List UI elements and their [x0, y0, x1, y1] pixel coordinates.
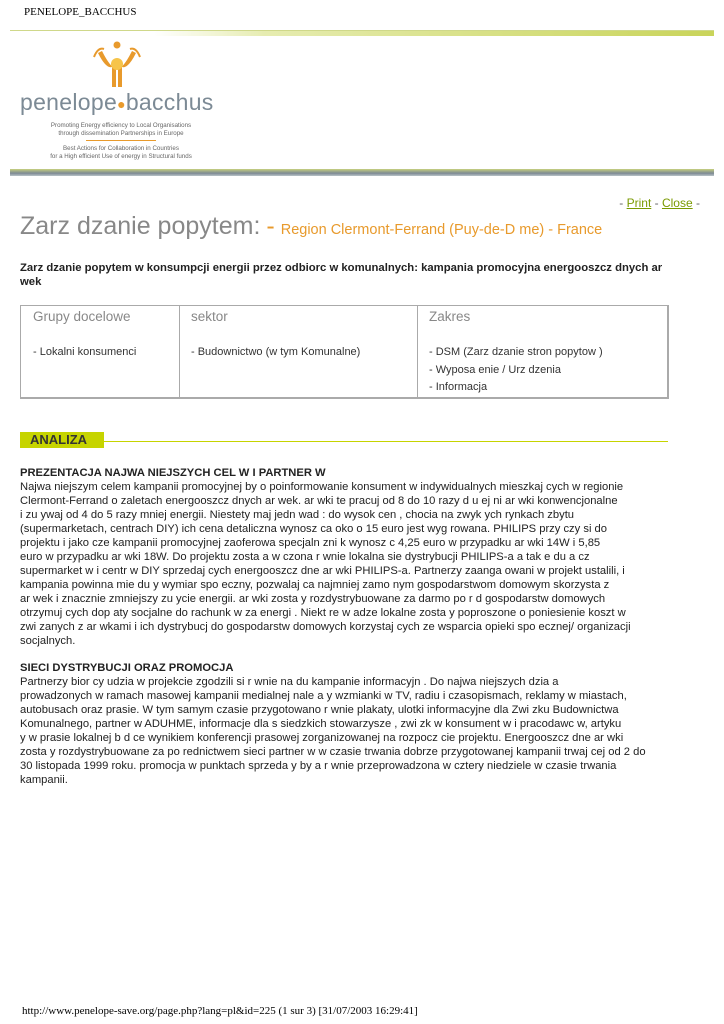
section-partners — [20, 466, 680, 648]
list-item: - Budownictwo (w tym Komunalne) — [191, 346, 361, 358]
paragraph-line: zwi zanych z ar wkami i ich dystrybucj do gospodarstw domowych korzystaj cych ze wsparcia opieki spo ecznej/ organizacji — [20, 621, 631, 633]
print-header-label: PENELOPE_BACCHUS — [24, 6, 137, 18]
paragraph-line: Najwa niejszym celem kampanii promocyjnej by o poinformowanie konsument w indywidualnych mieszkaj cych w regionie — [20, 481, 624, 493]
close-link[interactable]: Close — [661, 196, 693, 210]
paragraph-line: Komunalnego, partner w ADUHME, informacje dla s siedzkich stowarzysze , zwi zk w konsument w i pracodawc w, artyku — [20, 718, 622, 730]
paragraph-line: 30 listopada 1999 roku. promocja w punktach sprzeda y by a r wnie przeprowadzona w cztery niedziele w czasie trwania — [20, 760, 617, 772]
paragraph-line: autobusach oraz prasie. W tym samym czasie przygotowano r wnie plakaty, ulotki informacyjne dla Zwi zku Budownictwa — [20, 704, 619, 716]
column-header: sektor — [191, 309, 228, 324]
title-separator: - — [266, 212, 275, 240]
penelope-bacchus-logo — [16, 39, 236, 161]
banner-top-stripe — [154, 31, 714, 36]
paragraph-line: kampania powinna mie du y wymiar spo eczny, pozwalaj ca najmniej zamo nym gospodarstwom domowym skorzysta z — [20, 579, 610, 591]
lead-description: Zarz dzanie popytem w konsumpcji energii przez odbiorc w komunalnych: kampania promocyjna energooszcz dnych ar wek — [20, 262, 663, 288]
section-label: ANALIZA — [20, 432, 104, 448]
paragraph-line: Partnerzy bior cy udzia w projekcie zgodzili si r wnie na du kampanie informacyjn . Do najwa niejszych dzia a — [20, 676, 559, 688]
page-subtitle: Region Clermont-Ferrand (Puy-de-D me) - France — [280, 222, 603, 238]
paragraph-line: otrzymuj cych dop aty socjalne do rachunk w za energi . Niekt re w adze lokalne zosta y poproszone o poniesienie koszt w — [20, 607, 626, 619]
paragraph-line: projektu i jako cze kampanii promocyjnej zaoferowa specjaln zni k wynosz c 4,25 euro w przypadku ar wki 14W i 5,85 — [20, 537, 601, 549]
paragraph-line: euro w przypadku ar wki 18W. Do projektu zosta a w czona r wnie lokalna sie dystrybucji PHILIPS-a a tak e du a cz — [20, 551, 590, 563]
paragraph-line: (supermarketach, centrach DIY) ich cena detaliczna wynosz ca oko o 15 euro jest wyg rowana. PHILIPS przy czy si do — [20, 523, 607, 535]
column-header: Grupy docelowe — [33, 309, 131, 324]
paragraph-line: prowadzonych w ramach masowej kampanii medialnej nale a y wzmianki w TV, radiu i czasopismach, reklamy w miastach, — [20, 690, 627, 702]
paragraph-line: i zu ywaj od 4 do 5 razy mniej energii. Niestety maj jedn wad : do wysok cen , chocia na zwyk ych rynkach zbytu — [20, 509, 575, 521]
logo-wordmark — [20, 89, 214, 116]
list-item: - Informacja — [429, 381, 488, 393]
classification-table — [20, 305, 669, 399]
logo-separator — [86, 140, 156, 141]
paragraph-line: y w prasie lokalnej b d ce wynikiem konferencji prasowej zorganizowanej na rozpocz cie projektu. Energooszcz dne ar wki — [20, 732, 624, 744]
banner-bottom-bar — [10, 169, 714, 176]
print-link[interactable]: Print — [626, 196, 652, 210]
table-column-target-groups — [21, 306, 180, 397]
table-column-scope — [417, 306, 667, 397]
section-heading: PREZENTACJA NAJWA NIEJSZYCH CEL W I PARTNER W — [20, 467, 326, 479]
logo-tagline-2: Best Actions for Collaboration in Countries for a High efficient Use of energy in Structural funds — [50, 145, 192, 160]
list-item: - Wyposa enie / Urz dzenia — [429, 363, 561, 376]
page-title: Zarz dzanie popytem: — [20, 212, 261, 240]
logo-word-left: penelope — [20, 89, 118, 115]
logo-dot-icon: ● — [117, 95, 126, 112]
list-item: - DSM (Zarz dzanie stron popytow ) — [429, 346, 603, 358]
paragraph-line: socjalnych. — [20, 635, 76, 647]
paragraph-line: ar wek i znacznie zmniejszy zu ycie energii. ar wki zosta y rozdystrybuowane za darmo po r d gospodarstw domowych — [20, 593, 606, 605]
logo-word-right: bacchus — [125, 89, 214, 115]
section-heading: SIECI DYSTRYBUCJI ORAZ PROMOCJA — [20, 662, 234, 674]
paragraph-line: Clermont-Ferrand o zaletach energooszcz dnych ar wek. ar wki te pracuj od 8 do 10 razy d u ej ni ar wki konwencjonalne — [20, 495, 618, 507]
section-distribution — [20, 661, 680, 787]
section-rule — [104, 441, 668, 442]
print-close-links: - Print - Close - — [619, 196, 700, 210]
logo-figure-icon — [92, 39, 142, 91]
table-column-sector — [179, 306, 418, 397]
paragraph-line: kampanii. — [20, 774, 68, 786]
print-footer-url: http://www.penelope-save.org/page.php?lang=pl&id=225 (1 sur 3) [31/07/2003 16:29:41] — [22, 1005, 418, 1017]
paragraph-line: zosta y rozdystrybuowane za po rednictwem sieci partner w w czasie trwania dobrze przygotowanej kampanii trwaj cej od 2 do — [20, 746, 646, 758]
logo-tagline-1: Promoting Energy efficiency to Local Organisations through dissemination Partnerships in Europe — [50, 122, 192, 137]
site-banner — [10, 30, 714, 171]
paragraph-line: supermarket w i centr w DIY sprzedaj cych energooszcz dne ar wki PHILIPS-a. Partnerzy zaanga owani w projekt ustalili, i — [20, 565, 625, 577]
analysis-section-header — [20, 432, 668, 448]
column-header: Zakres — [429, 309, 471, 324]
page-title-row — [20, 212, 710, 241]
list-item: - Lokalni konsumenci — [33, 346, 137, 358]
